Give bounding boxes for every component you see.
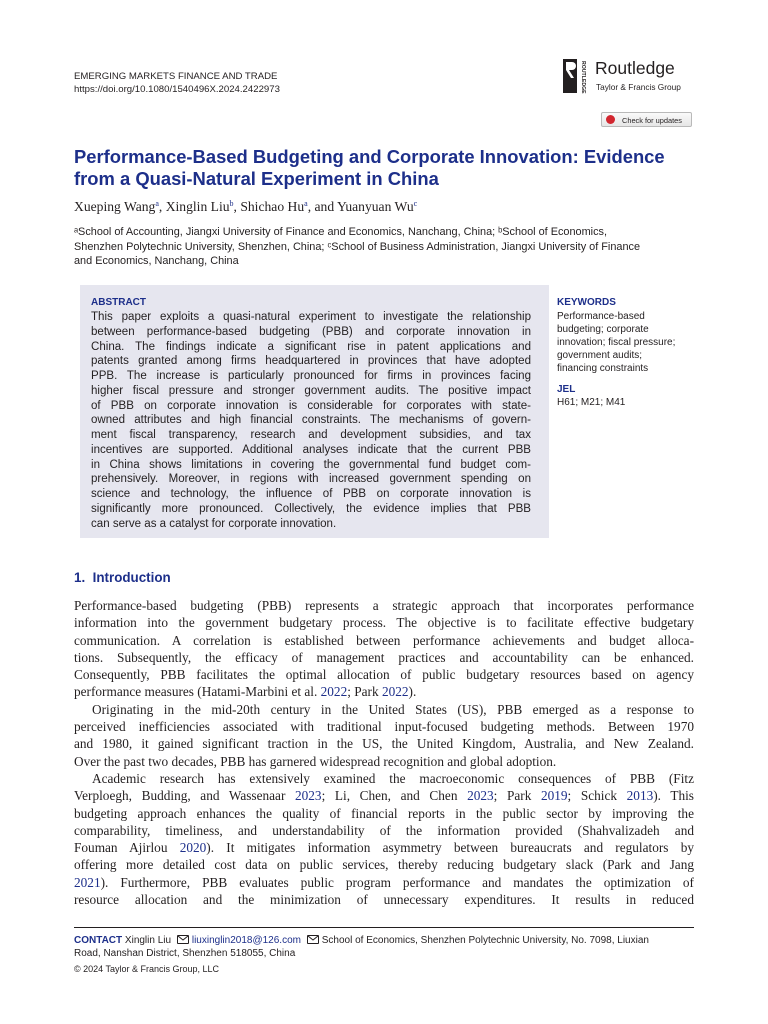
abstract-line: in China shows limitations in covering the governmental fund budget com- [91, 458, 531, 471]
citation-year-link[interactable]: 2023 [467, 788, 494, 804]
body-text-run: tions. Subsequently, the efficacy of management practices and accountability can be enhanced. [74, 649, 694, 665]
body-line [74, 822, 694, 839]
citation-year-link[interactable]: 2023 [294, 788, 322, 804]
abstract-line: This paper exploits a quasi-natural experiment to investigate the relationship [91, 311, 531, 323]
abstract-line: China. The findings indicate a significant rise in patent applications and [91, 340, 531, 353]
contact-info [74, 934, 714, 960]
body-text-run: information into the government budgetary process. The objective is to facilitate effective budgetary [74, 615, 694, 631]
title-line: Performance-Based Budgeting and Corporate Innovation: Evidence [74, 146, 665, 167]
body-text-run: comparability, timeliness, and understandability of the information provided (Shahvalizadeh and [74, 822, 694, 838]
contact-line-1 [74, 934, 714, 947]
author-name[interactable]: Shichao Hu [240, 199, 305, 214]
body-text-run: ). It mitigates information asymmetry between bureaucrats and regulators by [206, 840, 694, 856]
jel-codes: H61; M21; M41 [557, 397, 626, 408]
body-line [74, 718, 694, 735]
author-separator: , and [307, 199, 338, 214]
affiliation-line: and Economics, Nanchang, China [74, 255, 239, 268]
copyright: © 2024 Taylor & Francis Group, LLC [74, 964, 220, 974]
publisher-subtitle: Taylor & Francis Group [596, 82, 681, 92]
body-line [74, 805, 694, 822]
body-text-run: ; Park [493, 788, 541, 804]
body-line [74, 683, 694, 700]
body-text-run: ). This [653, 788, 694, 804]
body-text-run: ; Park [347, 684, 382, 700]
abstract-line: incentives are supported. Additional analyses indicate that the current PBB [91, 443, 531, 456]
author-separator: , [233, 199, 241, 214]
body-text-run: Academic research has extensively examined the macroeconomic consequences of PBB (Fitz [92, 770, 694, 786]
body-line [74, 839, 694, 856]
author-affil-mark[interactable]: a [304, 199, 308, 208]
affiliations [74, 225, 699, 269]
citation-year-link[interactable]: 2019 [540, 788, 568, 804]
contact-label: CONTACT [74, 935, 123, 946]
body-text [74, 597, 694, 908]
abstract-line: of PBB on corporate innovation is considerable for corporates with state- [91, 399, 531, 412]
abstract-line: between performance-based budgeting (PBB) and corporate innovation in [91, 325, 531, 338]
body-text-run: ). [408, 684, 417, 700]
keyword-line: Performance-based [557, 311, 645, 322]
affiliation-line: ᵃSchool of Accounting, Jiangxi University of Finance and Economics, Nanchang, China; ᵇSchool of Economics, [74, 226, 608, 238]
author-list [74, 199, 417, 215]
body-line [74, 597, 694, 614]
title-line: from a Quasi-Natural Experiment in China [74, 168, 439, 189]
keywords-list [557, 310, 675, 375]
author-separator: , [158, 199, 166, 214]
body-line [74, 614, 694, 631]
author-affil-mark[interactable]: b [229, 199, 234, 208]
jel-heading: JEL [557, 384, 576, 395]
publisher-name: Routledge [595, 58, 675, 78]
body-line [74, 753, 694, 770]
body-line [74, 666, 694, 683]
address-icon [307, 935, 319, 944]
body-line [74, 787, 694, 804]
journal-header [74, 70, 280, 96]
keyword-line: innovation; fiscal pressure; [557, 337, 676, 348]
author-affil-mark[interactable]: a [155, 199, 159, 208]
affiliation-line: Shenzhen Polytechnic University, Shenzhen, China; ᶜSchool of Business Administration, Jiangxi University of Finance [74, 240, 641, 253]
body-text-run: ; Schick [567, 788, 627, 804]
routledge-r-icon [563, 59, 577, 93]
section-title: Introduction [92, 570, 171, 585]
journal-name: EMERGING MARKETS FINANCE AND TRADE [74, 71, 278, 82]
body-text-run: Performance-based budgeting (PBB) represents a strategic approach that incorporates performance [74, 598, 694, 613]
body-text-run: perceived inefficiencies associated with traditional input-focused budgeting methods. Between 1970 [74, 719, 694, 735]
citation-year-link[interactable]: 2013 [626, 788, 654, 804]
abstract-line: higher fiscal pressure and stronger government audits. The positive impact [91, 384, 531, 397]
citation-year-link[interactable]: 2020 [179, 840, 207, 856]
body-line [74, 891, 694, 908]
contact-email-link[interactable]: liuxinglin2018@126.com [191, 935, 301, 946]
author-name[interactable]: Xueping Wang [74, 199, 156, 214]
paper-title [74, 146, 704, 190]
section-heading [74, 570, 171, 585]
abstract-text [91, 310, 531, 531]
body-text-run: ). Furthermore, PBB evaluates public program performance and mandates the optimization of [100, 874, 694, 890]
abstract-line: owned attributes and high financial constraints. The mechanisms of govern- [91, 414, 531, 427]
body-line [74, 701, 694, 718]
body-text-run: ; Li, Chen, and Chen [321, 788, 468, 804]
doi-link[interactable]: https://doi.org/10.1080/1540496X.2024.2422973 [74, 84, 280, 95]
body-line [74, 856, 694, 873]
body-line [74, 770, 694, 787]
body-text-run: Verploegh, Budding, and Wassenaar [74, 788, 295, 804]
body-line [74, 632, 694, 649]
section-number: 1. [74, 570, 86, 585]
email-icon [177, 935, 189, 944]
keyword-line: government audits; [557, 350, 643, 361]
body-text-run: performance measures (Hatami-Marbini et al. [74, 684, 321, 700]
publisher-logo [563, 58, 703, 98]
abstract-line: ment fiscal transparency, research and development subsidies, and tax [91, 429, 531, 441]
citation-year-link[interactable]: 2022 [381, 684, 409, 700]
body-text-run: Over the past two decades, PBB has garnered widespread recognition and global adoption. [74, 753, 557, 769]
keyword-line: financing constraints [557, 363, 649, 374]
body-text-run: Consequently, PBB facilitates the optimal allocation of public budgetary resources based on agency [74, 667, 694, 683]
body-text-run: Fouman Ajirlou [74, 840, 180, 856]
keywords-heading: KEYWORDS [557, 297, 616, 308]
keyword-line: budgeting; corporate [557, 324, 649, 335]
author-affil-mark[interactable]: c [413, 199, 418, 208]
abstract-line: prehensively. Moreover, in regions with increased government spending on [91, 473, 531, 486]
body-text-run: communication. A correlation is established between performance achievements and budget alloca- [74, 632, 694, 648]
contact-line-2: Road, Nanshan District, Shenzhen 518055, China [74, 948, 296, 959]
body-text-run: Originating in the mid-20th century in the United States (US), PBB emerged as a response to [92, 701, 694, 717]
publisher-vertical-wordmark [580, 60, 590, 96]
body-line [74, 874, 694, 891]
abstract-line: PPB. The increase is particularly pronounced for firms in provinces facing [91, 370, 531, 382]
citation-year-link[interactable]: 2021 [74, 874, 101, 890]
footnote-rule [74, 927, 694, 928]
body-text-run: offering more detailed cost data on public services, thereby reducing budgetary slack (Park and Jang [74, 857, 694, 873]
abstract-line: science and technology, the influence of PBB on corporate innovation is [91, 488, 531, 500]
body-line [74, 649, 694, 666]
check-for-updates-button[interactable] [601, 112, 692, 127]
author-name[interactable]: Xinglin Liu [165, 199, 230, 214]
abstract-line: significantly more pronounced. Collectively, the evidence implies that PBB [91, 502, 531, 515]
abstract-line: can serve as a catalyst for corporate innovation. [91, 517, 337, 530]
author-name[interactable]: Yuanyuan Wu [337, 199, 414, 214]
body-text-run: budgeting approach enhances the quality of financial reports in the public sector by improving the [74, 805, 694, 821]
check-updates-label: Check for updates [622, 116, 682, 125]
contact-name: Xinglin Liu [124, 935, 172, 946]
body-line [74, 735, 694, 752]
abstract-heading: ABSTRACT [91, 297, 146, 308]
body-text-run: resource allocation and the minimization of unnecessary expenditures. It results in reduced [74, 892, 694, 908]
check-updates-icon [606, 115, 615, 124]
contact-address: School of Economics, Shenzhen Polytechnic University, No. 7098, Liuxian [321, 935, 649, 946]
body-text-run: and 1980, it gained significant traction in the US, the United Kingdom, Australia, and New Zealand. [74, 736, 694, 752]
citation-year-link[interactable]: 2022 [320, 684, 348, 700]
abstract-line: patents granted among firms headquartered in provinces that have adopted [91, 355, 531, 368]
svg-text:ROUTLEDGE: ROUTLEDGE [580, 61, 586, 94]
